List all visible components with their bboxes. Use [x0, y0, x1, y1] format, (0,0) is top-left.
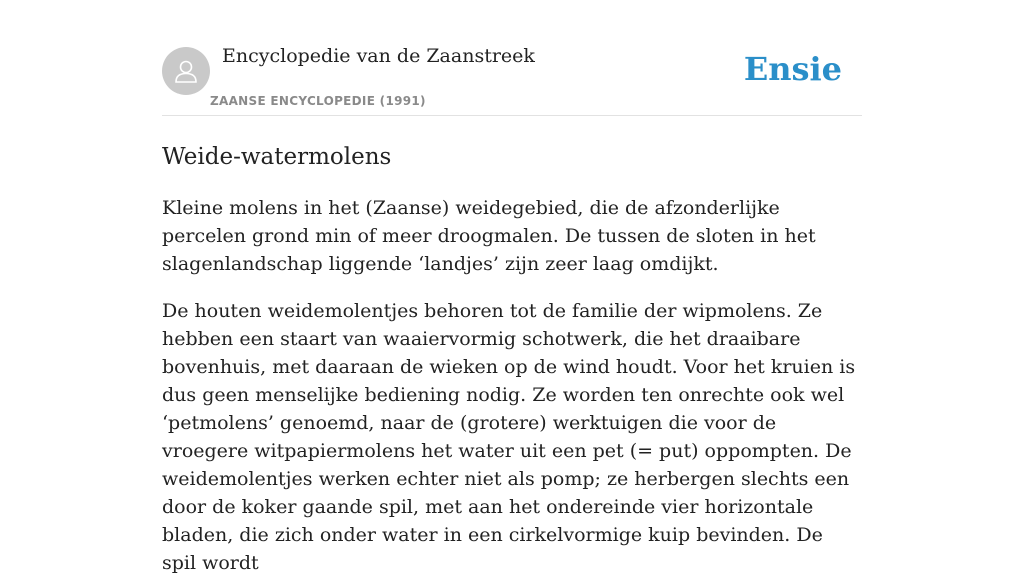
- source-title[interactable]: Encyclopedie van de Zaanstreek: [222, 45, 535, 67]
- source-subtitle: ZAANSE ENCYCLOPEDIE (1991): [210, 94, 426, 108]
- user-icon: [171, 56, 201, 86]
- avatar[interactable]: [162, 47, 210, 95]
- content-container: [162, 0, 862, 577]
- article-paragraph: Kleine molens in het (Zaanse) weidegebied, die de afzonderlijke percelen grond min of meer droogmalen. De tussen de sloten in het slagenlandschap liggende ‘landjes’ zijn zeer laag omdijkt.: [162, 197, 816, 275]
- source-header: [162, 0, 862, 116]
- ensie-logo[interactable]: Ensie: [743, 50, 842, 88]
- article-paragraph: De houten weidemolentjes behoren tot de familie der wipmolens. Ze hebben een staart van waaiervormig schotwerk, die het draaibare bovenhuis, met daaraan de wieken op de wind houdt. Voor het kruien is dus geen menselijke bediening nodig. Ze worden ten onrechte ook wel ‘petmolens’ genoemd, naar de (grotere) werktuigen die voor de vroegere witpapiermolens het water uit een pet (= put) oppompten. De weidemolentjes werken echter niet als pomp; ze herbergen slechts een door de koker gaande spil, met aan het ondereinde vier horizontale bladen, die zich onder water in een cirkelvormige kuip bevinden. De spil wordt: [162, 300, 856, 574]
- article-title: Weide-watermolens: [162, 144, 392, 170]
